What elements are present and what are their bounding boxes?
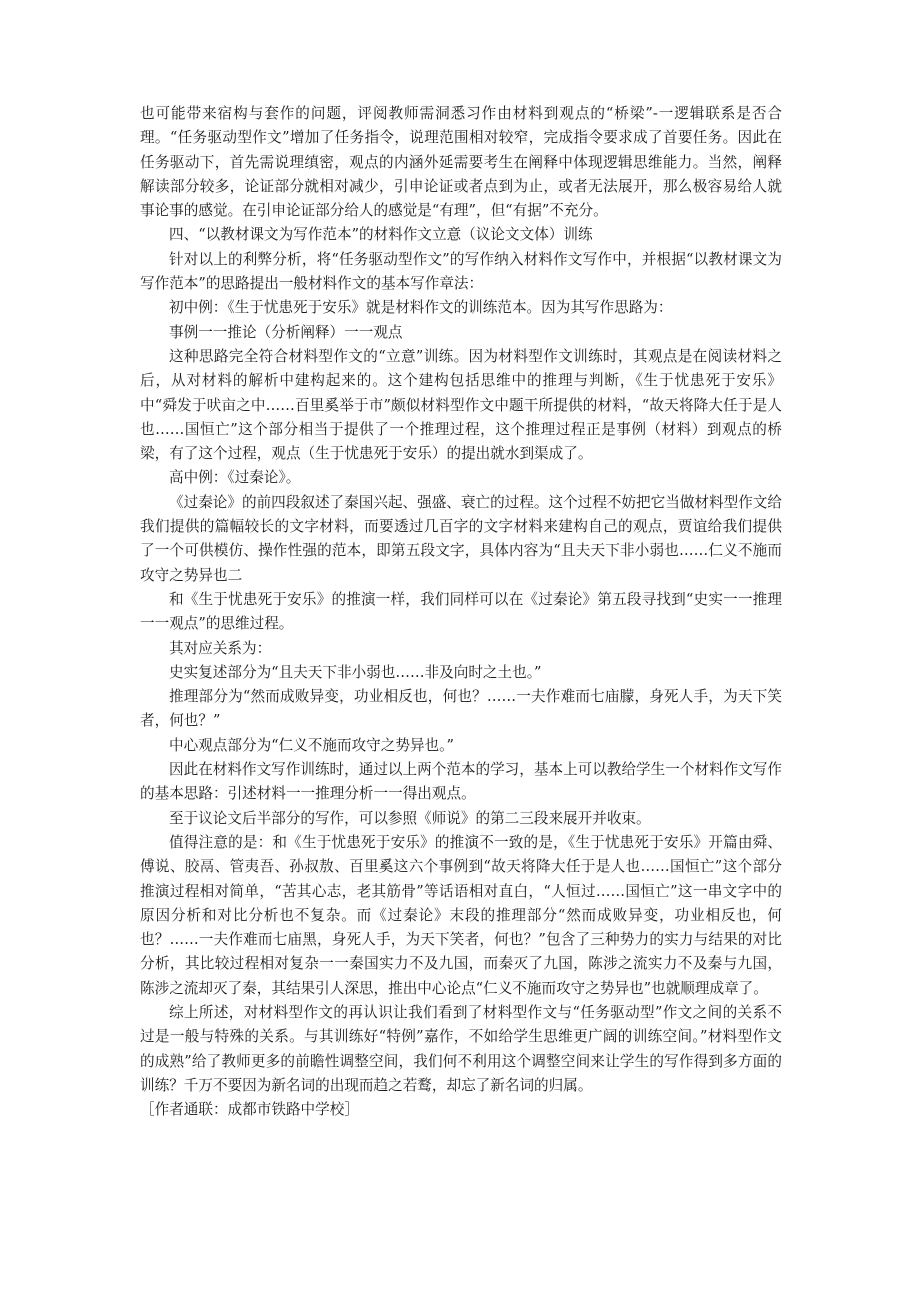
paragraph: 因此在材料作文写作训练时，通过以上两个范本的学习，基本上可以教给学生一个材料作文写作的基本思路：引述材料一一推理分析一一得出观点。: [140, 761, 782, 803]
paragraph: 《过秦论》的前四段叙述了秦国兴起、强盛、衰亡的过程。这个过程不妨把它当做材料型作文给我们提供的篇幅较长的文字材料，而要透过几百字的文字材料来建构自己的观点，贾谊给我们提供了一个可供模仿、操作性强的范本，即第五段文字，具体内容为“且夫天下非小弱也……仁义不施而攻守之势异也二: [140, 493, 782, 584]
paragraph: 针对以上的利弊分析，将“任务驱动型作文”的写作纳入材料作文写作中，并根据“以教材课文为写作范本”的思路提出一般材料作文的基本写作章法：: [140, 250, 782, 293]
paragraph: 也可能带来宿构与套作的问题，评阅教师需洞悉习作由材料到观点的“桥梁”-一逻辑联系是否合理。“任务驱动型作文”增加了任务指令，说理范围相对较窄，完成指令要求成了首要任务。因此在任务驱动下，首先需说理缜密，观点的内涵外延需要考生在阐释中体现逻辑思维能力。当然，阐释解读部分较多，论证部分就相对减少，引申论证或者点到为止，或者无法展开，那么极容易给人就事论事的感觉。在引申论证部分给人的感觉是“有理”，但“有据”不充分。: [140, 105, 782, 220]
paragraph: 至于议论文后半部分的写作，可以参照《师说》的第二三段来展开并收束。: [169, 809, 651, 827]
paragraph: 值得注意的是：和《生于忧患死于安乐》的推演不一致的是，《生于忧患死于安乐》开篇由舜、傅说、胶鬲、管夷吾、孙叔敖、百里奚这六个事例到“故天将降大任于是人也……国恒亡”这个部分推演过程相对简单，“苦其心志，老其筋骨”等话语相对直白，“人恒过……国恒亡”这一串文字中的原因分析和对比分析也不复杂。而《过秦论》末段的推理部分“然而成败异变，功业相反也，何也？……一夫作难而七庙黑，身死人手，为天下笑者，何也？”包含了三种势力的实力与结果的对比分析，其比较过程相对复杂一一秦国实力不及九国，而秦灭了九国，陈涉之流实力不及秦与九国，陈涉之流却灭了秦，其结果引人深思，推出中心论点“仁义不施而攻守之势异也”也就顺理成章了。: [140, 833, 782, 997]
section-heading: 四、“以教材课文为写作范本”的材料作文立意（议论文文体）训练: [169, 226, 593, 244]
paragraph: 和《生于忧患死于安乐》的推演一样，我们同样可以在《过秦论》第五段寻找到“史实一一推理一一观点”的思维过程。: [140, 590, 782, 633]
paragraph: 中心观点部分为“仁义不施而攻守之势异也。”: [169, 736, 454, 754]
author-footer: ［作者通联：成都市铁路中学校］: [140, 1101, 359, 1119]
paragraph: 史实复述部分为“且夫天下非小弱也……非及向时之土也。”: [169, 663, 542, 681]
paragraph: 其对应关系为：: [169, 639, 272, 657]
paragraph: 事例一一推论（分析阐释）一一观点: [169, 323, 403, 341]
paragraph: 高中例：《过秦论》。: [169, 469, 301, 487]
paragraph: 综上所述，对材料型作文的再认识让我们看到了材料型作文与“任务驱动型”作文之间的关系不过是一般与特殊的关系。与其训练好“特例”嘉作，不如给学生思维更广阔的训练空间。”材料型作文的成熟”给了教师更多的前瞻性调整空间，我们何不利用这个调整空间来让学生的写作得到多方面的训练？千万不要因为新名词的出现而趋之若鹜，却忘了新名词的归属。: [140, 1003, 782, 1094]
paragraph: 推理部分为“然而成败异变，功业相反也，何也？……一夫作难而七庙朦，身死人手，为天下笑者，何也？”: [140, 688, 782, 730]
paragraph: 这种思路完全符合材料型作文的“立意”训练。因为材料型作文训练时，其观点是在阅读材料之后，从对材料的解析中建构起来的。这个建构包括思维中的推理与判断，《生于忧患死于安乐》中“舜发于吠亩之中……百里奚举于市”颇似材料型作文中题干所提供的材料，“故天将降大任于是人也……国恒亡”这个部分相当于提供了一个推理过程，这个推理过程正是事例（材料）到观点的桥梁，有了这个过程，观点（生于忧患死于安乐）的提出就水到渠成了。: [140, 347, 782, 463]
article-body: [140, 102, 782, 1122]
paragraph: 初中例：《生于忧患死于安乐》就是材料作文的训练范本。因为其写作思路为：: [169, 299, 673, 317]
